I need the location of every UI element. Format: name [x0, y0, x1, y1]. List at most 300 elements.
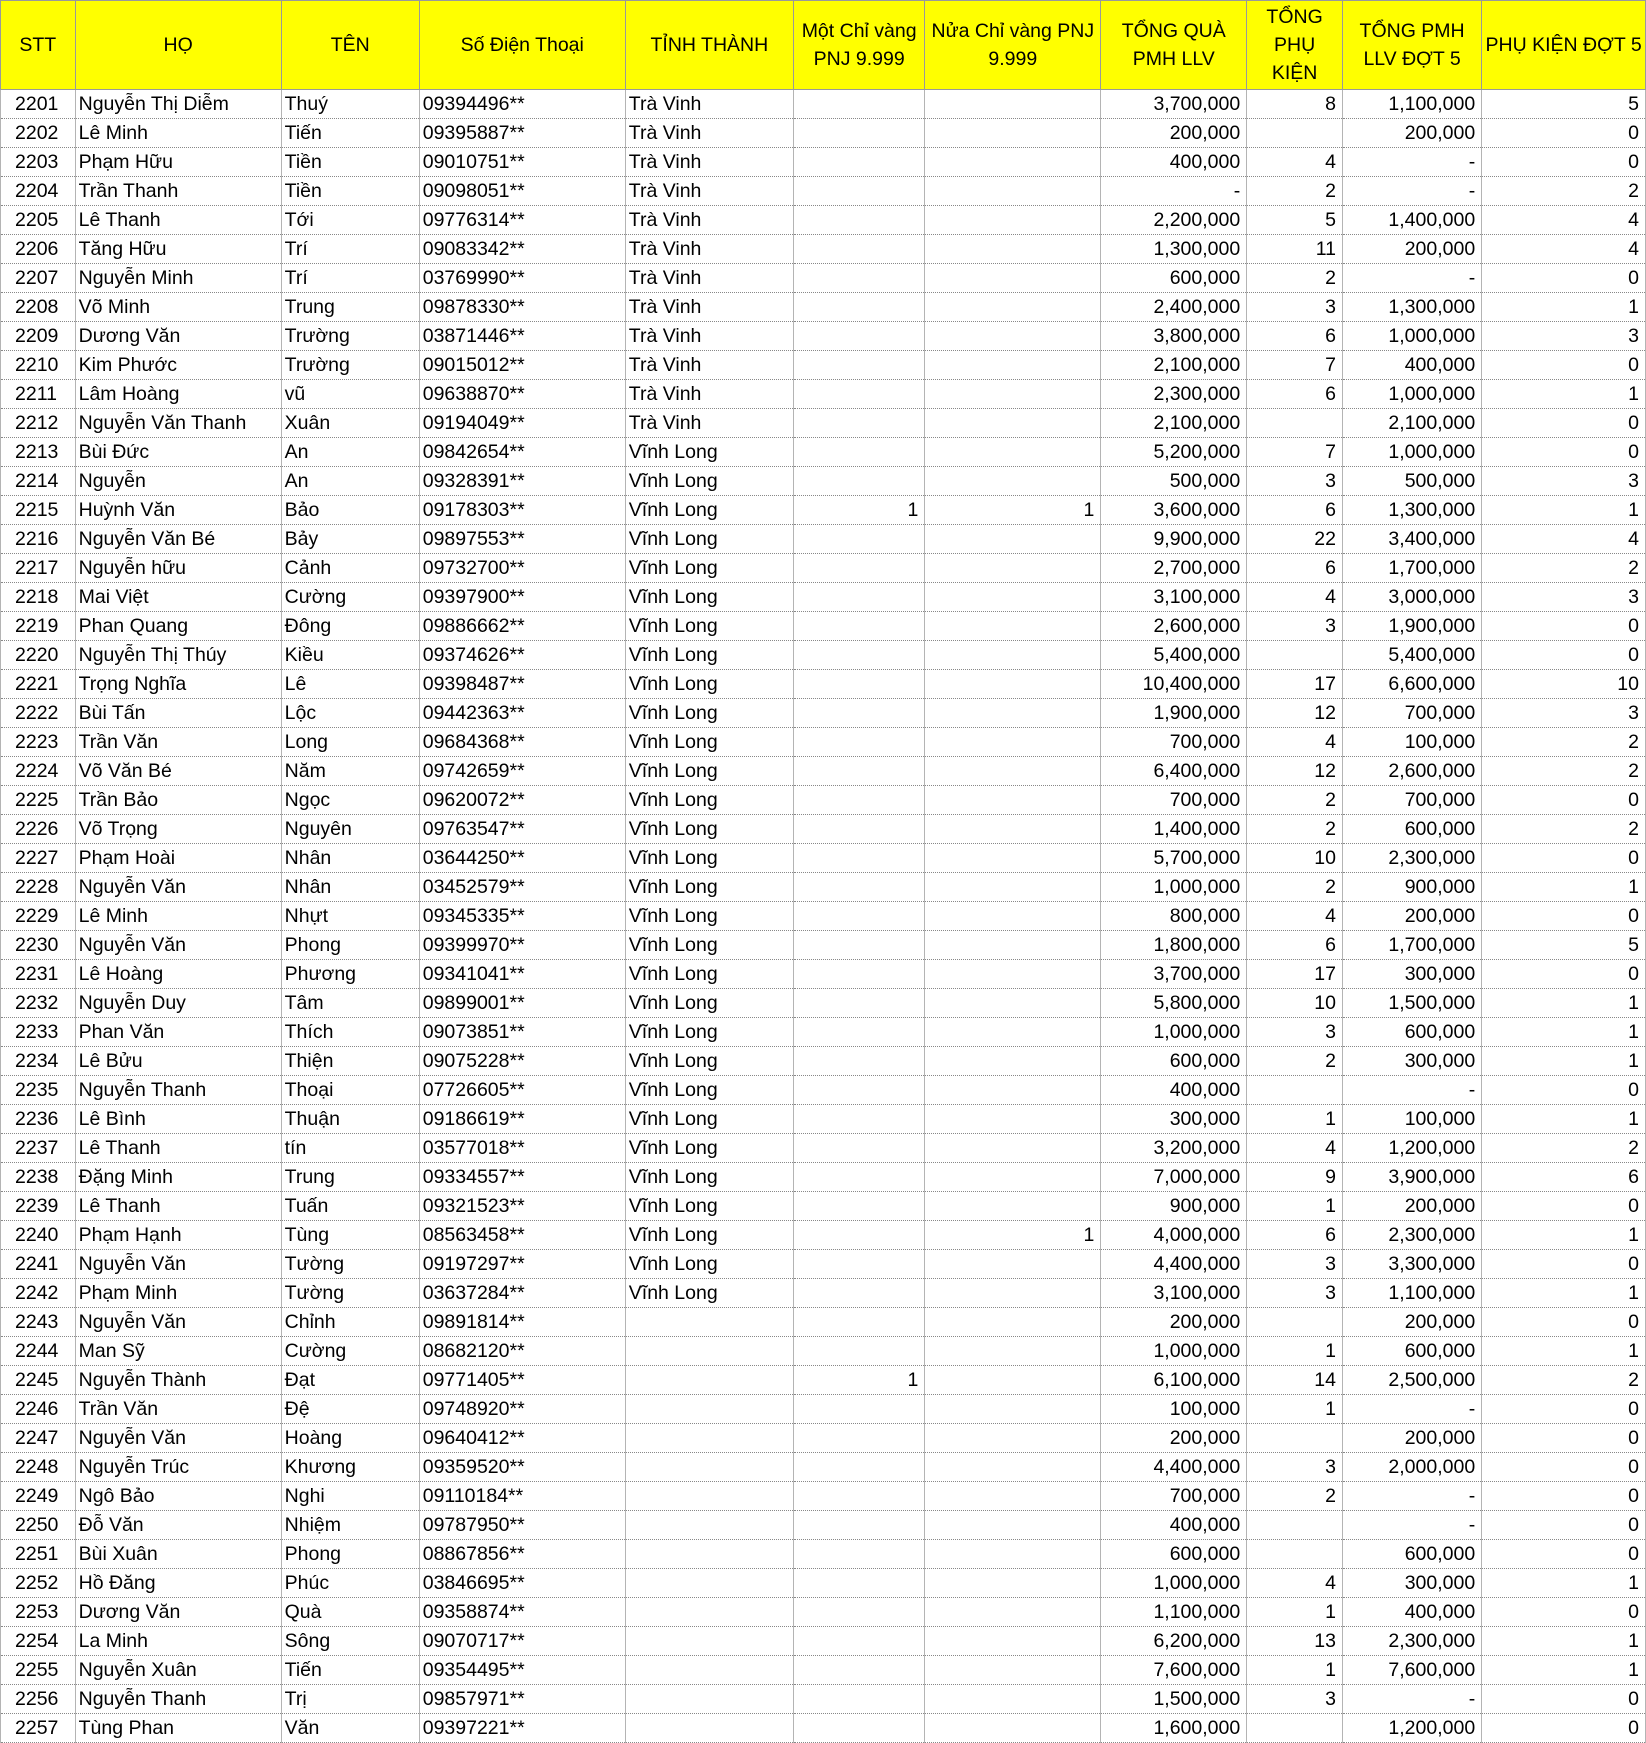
cell-phone[interactable]: 07726605**	[419, 1076, 625, 1105]
cell-one-gold[interactable]	[793, 1105, 924, 1134]
cell-total-accessories[interactable]: 5	[1247, 206, 1343, 235]
cell-phone[interactable]: 09345335**	[419, 902, 625, 931]
cell-ho[interactable]: Nguyễn Văn	[75, 1250, 281, 1279]
cell-total-accessories[interactable]	[1247, 641, 1343, 670]
cell-total-accessories[interactable]: 14	[1247, 1366, 1343, 1395]
cell-ho[interactable]: Võ Minh	[75, 293, 281, 322]
cell-province[interactable]: Vĩnh Long	[625, 467, 793, 496]
cell-one-gold[interactable]	[793, 1221, 924, 1250]
cell-accessories-round5[interactable]: 0	[1482, 1424, 1646, 1453]
cell-accessories-round5[interactable]: 5	[1482, 931, 1646, 960]
cell-one-gold[interactable]	[793, 206, 924, 235]
cell-province[interactable]: Vĩnh Long	[625, 931, 793, 960]
cell-phone[interactable]: 09891814**	[419, 1308, 625, 1337]
cell-one-gold[interactable]	[793, 902, 924, 931]
cell-half-gold[interactable]	[925, 235, 1101, 264]
cell-total-accessories[interactable]: 9	[1247, 1163, 1343, 1192]
cell-phone[interactable]: 03846695**	[419, 1569, 625, 1598]
cell-one-gold[interactable]	[793, 583, 924, 612]
cell-ten[interactable]: Tiến	[281, 1656, 419, 1685]
cell-total-pmh-round5[interactable]: 1,000,000	[1342, 380, 1481, 409]
cell-total-accessories[interactable]: 2	[1247, 1482, 1343, 1511]
cell-province[interactable]: Trà Vinh	[625, 177, 793, 206]
cell-accessories-round5[interactable]: 10	[1482, 670, 1646, 699]
cell-ho[interactable]: Kim Phước	[75, 351, 281, 380]
cell-total-gift[interactable]: 9,900,000	[1101, 525, 1247, 554]
cell-half-gold[interactable]	[925, 786, 1101, 815]
cell-stt[interactable]: 2249	[1, 1482, 76, 1511]
cell-stt[interactable]: 2244	[1, 1337, 76, 1366]
cell-province[interactable]: Vĩnh Long	[625, 1221, 793, 1250]
cell-province[interactable]	[625, 1569, 793, 1598]
cell-half-gold[interactable]	[925, 960, 1101, 989]
cell-ho[interactable]: Nguyễn Văn	[75, 1308, 281, 1337]
cell-ho[interactable]: Nguyễn Xuân	[75, 1656, 281, 1685]
cell-one-gold[interactable]	[793, 989, 924, 1018]
cell-total-accessories[interactable]: 1	[1247, 1395, 1343, 1424]
cell-one-gold[interactable]	[793, 380, 924, 409]
cell-total-pmh-round5[interactable]: 600,000	[1342, 1337, 1481, 1366]
cell-total-accessories[interactable]: 4	[1247, 583, 1343, 612]
cell-half-gold[interactable]	[925, 148, 1101, 177]
cell-accessories-round5[interactable]: 2	[1482, 728, 1646, 757]
cell-ho[interactable]: Nguyễn hữu	[75, 554, 281, 583]
cell-phone[interactable]: 09394496**	[419, 90, 625, 119]
cell-total-accessories[interactable]: 12	[1247, 757, 1343, 786]
cell-total-gift[interactable]: 600,000	[1101, 1540, 1247, 1569]
cell-phone[interactable]: 09073851**	[419, 1018, 625, 1047]
cell-total-gift[interactable]: 2,100,000	[1101, 409, 1247, 438]
cell-ten[interactable]: Xuân	[281, 409, 419, 438]
cell-stt[interactable]: 2219	[1, 612, 76, 641]
cell-one-gold[interactable]	[793, 322, 924, 351]
cell-province[interactable]	[625, 1685, 793, 1714]
cell-total-gift[interactable]: 10,400,000	[1101, 670, 1247, 699]
cell-half-gold[interactable]	[925, 1134, 1101, 1163]
cell-phone[interactable]: 09397900**	[419, 583, 625, 612]
cell-one-gold[interactable]	[793, 757, 924, 786]
cell-one-gold[interactable]	[793, 1424, 924, 1453]
cell-province[interactable]: Vĩnh Long	[625, 786, 793, 815]
cell-stt[interactable]: 2207	[1, 264, 76, 293]
cell-ten[interactable]: Tới	[281, 206, 419, 235]
cell-half-gold[interactable]	[925, 1163, 1101, 1192]
cell-total-pmh-round5[interactable]: 3,000,000	[1342, 583, 1481, 612]
cell-phone[interactable]: 09899001**	[419, 989, 625, 1018]
cell-province[interactable]: Trà Vinh	[625, 409, 793, 438]
cell-half-gold[interactable]	[925, 1685, 1101, 1714]
cell-ho[interactable]: Nguyễn Duy	[75, 989, 281, 1018]
cell-ho[interactable]: Bùi Đức	[75, 438, 281, 467]
cell-total-accessories[interactable]: 7	[1247, 438, 1343, 467]
cell-stt[interactable]: 2256	[1, 1685, 76, 1714]
cell-ten[interactable]: Nhựt	[281, 902, 419, 931]
cell-total-gift[interactable]: 700,000	[1101, 1482, 1247, 1511]
cell-total-pmh-round5[interactable]: 200,000	[1342, 119, 1481, 148]
cell-ten[interactable]: An	[281, 438, 419, 467]
cell-total-gift[interactable]: 1,500,000	[1101, 1685, 1247, 1714]
cell-half-gold[interactable]	[925, 438, 1101, 467]
cell-stt[interactable]: 2217	[1, 554, 76, 583]
cell-stt[interactable]: 2238	[1, 1163, 76, 1192]
cell-province[interactable]: Trà Vinh	[625, 380, 793, 409]
cell-half-gold[interactable]	[925, 931, 1101, 960]
cell-ten[interactable]: Nhân	[281, 844, 419, 873]
cell-phone[interactable]: 03644250**	[419, 844, 625, 873]
cell-total-accessories[interactable]: 2	[1247, 786, 1343, 815]
cell-ho[interactable]: Nguyễn Văn Thanh	[75, 409, 281, 438]
cell-ho[interactable]: Dương Văn	[75, 322, 281, 351]
cell-province[interactable]: Vĩnh Long	[625, 1279, 793, 1308]
cell-province[interactable]: Vĩnh Long	[625, 757, 793, 786]
cell-province[interactable]: Trà Vinh	[625, 293, 793, 322]
header-half-gold[interactable]: Nửa Chỉ vàng PNJ 9.999	[925, 1, 1101, 90]
cell-ho[interactable]: Lê Thanh	[75, 206, 281, 235]
cell-accessories-round5[interactable]: 2	[1482, 177, 1646, 206]
cell-province[interactable]: Vĩnh Long	[625, 902, 793, 931]
cell-phone[interactable]: 09358874**	[419, 1598, 625, 1627]
cell-stt[interactable]: 2252	[1, 1569, 76, 1598]
cell-total-accessories[interactable]: 3	[1247, 1685, 1343, 1714]
cell-stt[interactable]: 2213	[1, 438, 76, 467]
cell-stt[interactable]: 2216	[1, 525, 76, 554]
cell-province[interactable]: Vĩnh Long	[625, 554, 793, 583]
cell-phone[interactable]: 09359520**	[419, 1453, 625, 1482]
cell-total-accessories[interactable]: 4	[1247, 148, 1343, 177]
cell-phone[interactable]: 09684368**	[419, 728, 625, 757]
cell-ho[interactable]: Lê Hoàng	[75, 960, 281, 989]
cell-ho[interactable]: Trần Thanh	[75, 177, 281, 206]
cell-total-accessories[interactable]: 1	[1247, 1656, 1343, 1685]
cell-ho[interactable]: Lê Minh	[75, 902, 281, 931]
cell-phone[interactable]: 09771405**	[419, 1366, 625, 1395]
cell-half-gold[interactable]	[925, 1047, 1101, 1076]
cell-phone[interactable]: 09897553**	[419, 525, 625, 554]
cell-total-pmh-round5[interactable]: 5,400,000	[1342, 641, 1481, 670]
cell-ho[interactable]: Trần Văn	[75, 728, 281, 757]
cell-ten[interactable]: Đông	[281, 612, 419, 641]
cell-ten[interactable]: Tiền	[281, 148, 419, 177]
cell-stt[interactable]: 2245	[1, 1366, 76, 1395]
cell-half-gold[interactable]	[925, 670, 1101, 699]
cell-accessories-round5[interactable]: 2	[1482, 757, 1646, 786]
cell-total-accessories[interactable]: 3	[1247, 1453, 1343, 1482]
cell-half-gold[interactable]	[925, 467, 1101, 496]
cell-total-accessories[interactable]: 22	[1247, 525, 1343, 554]
cell-total-accessories[interactable]: 4	[1247, 902, 1343, 931]
cell-ten[interactable]: Phương	[281, 960, 419, 989]
cell-total-accessories[interactable]	[1247, 119, 1343, 148]
cell-accessories-round5[interactable]: 4	[1482, 525, 1646, 554]
cell-total-gift[interactable]: 2,400,000	[1101, 293, 1247, 322]
cell-one-gold[interactable]	[793, 554, 924, 583]
cell-total-pmh-round5[interactable]: -	[1342, 1685, 1481, 1714]
cell-phone[interactable]: 09010751**	[419, 148, 625, 177]
cell-stt[interactable]: 2250	[1, 1511, 76, 1540]
cell-total-gift[interactable]: 1,100,000	[1101, 1598, 1247, 1627]
cell-ho[interactable]: Đặng Minh	[75, 1163, 281, 1192]
cell-ten[interactable]: Trí	[281, 264, 419, 293]
cell-half-gold[interactable]	[925, 1395, 1101, 1424]
cell-ho[interactable]: Lê Bình	[75, 1105, 281, 1134]
cell-half-gold[interactable]: 1	[925, 496, 1101, 525]
cell-stt[interactable]: 2235	[1, 1076, 76, 1105]
cell-ho[interactable]: Nguyễn Thị Diễm	[75, 90, 281, 119]
cell-accessories-round5[interactable]: 1	[1482, 1279, 1646, 1308]
cell-accessories-round5[interactable]: 0	[1482, 119, 1646, 148]
cell-province[interactable]: Vĩnh Long	[625, 728, 793, 757]
cell-ho[interactable]: Phạm Minh	[75, 1279, 281, 1308]
cell-ho[interactable]: Bùi Tấn	[75, 699, 281, 728]
cell-ho[interactable]: Võ Trọng	[75, 815, 281, 844]
cell-ten[interactable]: Thuận	[281, 1105, 419, 1134]
cell-phone[interactable]: 09638870**	[419, 380, 625, 409]
cell-province[interactable]	[625, 1308, 793, 1337]
cell-half-gold[interactable]	[925, 1424, 1101, 1453]
cell-province[interactable]: Vĩnh Long	[625, 1163, 793, 1192]
cell-half-gold[interactable]	[925, 1105, 1101, 1134]
cell-half-gold[interactable]	[925, 1569, 1101, 1598]
cell-ten[interactable]: Tường	[281, 1279, 419, 1308]
cell-total-gift[interactable]: 1,000,000	[1101, 1018, 1247, 1047]
cell-stt[interactable]: 2246	[1, 1395, 76, 1424]
cell-total-gift[interactable]: 3,700,000	[1101, 960, 1247, 989]
cell-phone[interactable]: 09398487**	[419, 670, 625, 699]
cell-total-pmh-round5[interactable]: 200,000	[1342, 235, 1481, 264]
cell-total-pmh-round5[interactable]: 200,000	[1342, 902, 1481, 931]
cell-stt[interactable]: 2202	[1, 119, 76, 148]
cell-one-gold[interactable]	[793, 786, 924, 815]
cell-ten[interactable]: Tâm	[281, 989, 419, 1018]
cell-province[interactable]	[625, 1395, 793, 1424]
cell-one-gold[interactable]	[793, 1076, 924, 1105]
cell-total-pmh-round5[interactable]: 500,000	[1342, 467, 1481, 496]
cell-ho[interactable]: Nguyễn Văn	[75, 873, 281, 902]
cell-province[interactable]: Vĩnh Long	[625, 525, 793, 554]
cell-accessories-round5[interactable]: 0	[1482, 1395, 1646, 1424]
cell-accessories-round5[interactable]: 1	[1482, 1018, 1646, 1047]
cell-one-gold[interactable]	[793, 119, 924, 148]
cell-total-gift[interactable]: 700,000	[1101, 728, 1247, 757]
cell-accessories-round5[interactable]: 3	[1482, 467, 1646, 496]
cell-phone[interactable]: 09776314**	[419, 206, 625, 235]
cell-stt[interactable]: 2229	[1, 902, 76, 931]
cell-accessories-round5[interactable]: 1	[1482, 1337, 1646, 1366]
cell-ho[interactable]: Đỗ Văn	[75, 1511, 281, 1540]
cell-province[interactable]	[625, 1598, 793, 1627]
cell-phone[interactable]: 09110184**	[419, 1482, 625, 1511]
cell-total-pmh-round5[interactable]: -	[1342, 1076, 1481, 1105]
cell-accessories-round5[interactable]: 5	[1482, 90, 1646, 119]
cell-total-gift[interactable]: 3,100,000	[1101, 583, 1247, 612]
cell-phone[interactable]: 03871446**	[419, 322, 625, 351]
cell-total-pmh-round5[interactable]: 2,300,000	[1342, 1221, 1481, 1250]
cell-stt[interactable]: 2203	[1, 148, 76, 177]
cell-total-accessories[interactable]: 7	[1247, 351, 1343, 380]
cell-ten[interactable]: Thiện	[281, 1047, 419, 1076]
cell-one-gold[interactable]	[793, 728, 924, 757]
cell-ho[interactable]: La Minh	[75, 1627, 281, 1656]
cell-phone[interactable]: 09395887**	[419, 119, 625, 148]
cell-total-accessories[interactable]: 6	[1247, 380, 1343, 409]
cell-one-gold[interactable]	[793, 1018, 924, 1047]
cell-total-gift[interactable]: 2,200,000	[1101, 206, 1247, 235]
cell-total-accessories[interactable]: 12	[1247, 699, 1343, 728]
cell-stt[interactable]: 2205	[1, 206, 76, 235]
cell-one-gold[interactable]	[793, 1279, 924, 1308]
cell-total-accessories[interactable]: 2	[1247, 1047, 1343, 1076]
cell-stt[interactable]: 2255	[1, 1656, 76, 1685]
cell-total-accessories[interactable]: 3	[1247, 1279, 1343, 1308]
cell-total-gift[interactable]: 200,000	[1101, 119, 1247, 148]
cell-stt[interactable]: 2224	[1, 757, 76, 786]
cell-total-gift[interactable]: 3,100,000	[1101, 1279, 1247, 1308]
cell-total-pmh-round5[interactable]: 1,700,000	[1342, 931, 1481, 960]
cell-total-pmh-round5[interactable]: 2,100,000	[1342, 409, 1481, 438]
cell-total-pmh-round5[interactable]: 7,600,000	[1342, 1656, 1481, 1685]
cell-province[interactable]	[625, 1424, 793, 1453]
cell-province[interactable]: Vĩnh Long	[625, 1076, 793, 1105]
cell-province[interactable]: Vĩnh Long	[625, 1134, 793, 1163]
cell-total-accessories[interactable]: 1	[1247, 1105, 1343, 1134]
header-total-pmh-round5[interactable]: TỔNG PMH LLV ĐỢT 5	[1342, 1, 1481, 90]
cell-one-gold[interactable]	[793, 1627, 924, 1656]
cell-province[interactable]	[625, 1656, 793, 1685]
cell-accessories-round5[interactable]: 0	[1482, 438, 1646, 467]
cell-stt[interactable]: 2243	[1, 1308, 76, 1337]
cell-phone[interactable]: 03637284**	[419, 1279, 625, 1308]
cell-ho[interactable]: Nguyễn Trúc	[75, 1453, 281, 1482]
cell-total-pmh-round5[interactable]: 1,000,000	[1342, 438, 1481, 467]
cell-total-accessories[interactable]: 13	[1247, 1627, 1343, 1656]
cell-ho[interactable]: Lê Thanh	[75, 1192, 281, 1221]
cell-accessories-round5[interactable]: 0	[1482, 1453, 1646, 1482]
cell-phone[interactable]: 09321523**	[419, 1192, 625, 1221]
cell-stt[interactable]: 2209	[1, 322, 76, 351]
cell-accessories-round5[interactable]: 3	[1482, 583, 1646, 612]
cell-total-accessories[interactable]: 6	[1247, 931, 1343, 960]
cell-one-gold[interactable]	[793, 699, 924, 728]
cell-half-gold[interactable]	[925, 1308, 1101, 1337]
cell-ho[interactable]: Hồ Đăng	[75, 1569, 281, 1598]
cell-stt[interactable]: 2201	[1, 90, 76, 119]
cell-total-pmh-round5[interactable]: -	[1342, 1511, 1481, 1540]
cell-phone[interactable]: 09397221**	[419, 1714, 625, 1743]
cell-total-gift[interactable]: 4,000,000	[1101, 1221, 1247, 1250]
cell-province[interactable]: Trà Vinh	[625, 90, 793, 119]
cell-one-gold[interactable]	[793, 1569, 924, 1598]
cell-one-gold[interactable]: 1	[793, 496, 924, 525]
cell-stt[interactable]: 2204	[1, 177, 76, 206]
cell-total-pmh-round5[interactable]: 1,200,000	[1342, 1134, 1481, 1163]
cell-stt[interactable]: 2220	[1, 641, 76, 670]
cell-total-accessories[interactable]: 1	[1247, 1337, 1343, 1366]
cell-stt[interactable]: 2247	[1, 1424, 76, 1453]
cell-half-gold[interactable]	[925, 1337, 1101, 1366]
cell-total-gift[interactable]: 1,300,000	[1101, 235, 1247, 264]
cell-accessories-round5[interactable]: 1	[1482, 496, 1646, 525]
header-accessories-round5[interactable]: PHỤ KIỆN ĐỢT 5	[1482, 1, 1646, 90]
cell-accessories-round5[interactable]: 2	[1482, 554, 1646, 583]
cell-total-pmh-round5[interactable]: 1,100,000	[1342, 1279, 1481, 1308]
cell-phone[interactable]: 09886662**	[419, 612, 625, 641]
cell-total-gift[interactable]: 5,700,000	[1101, 844, 1247, 873]
cell-phone[interactable]: 03769990**	[419, 264, 625, 293]
cell-ho[interactable]: Phan Quang	[75, 612, 281, 641]
cell-total-accessories[interactable]: 17	[1247, 960, 1343, 989]
cell-total-gift[interactable]: 200,000	[1101, 1424, 1247, 1453]
cell-half-gold[interactable]	[925, 322, 1101, 351]
cell-half-gold[interactable]	[925, 1453, 1101, 1482]
cell-ten[interactable]: Trung	[281, 1163, 419, 1192]
cell-ho[interactable]: Phạm Hoài	[75, 844, 281, 873]
cell-total-pmh-round5[interactable]: 1,300,000	[1342, 293, 1481, 322]
cell-total-gift[interactable]: -	[1101, 177, 1247, 206]
cell-ten[interactable]: Trung	[281, 293, 419, 322]
cell-accessories-round5[interactable]: 0	[1482, 1714, 1646, 1743]
cell-province[interactable]: Vĩnh Long	[625, 1250, 793, 1279]
cell-province[interactable]: Vĩnh Long	[625, 1018, 793, 1047]
cell-total-pmh-round5[interactable]: 2,300,000	[1342, 844, 1481, 873]
cell-total-accessories[interactable]: 4	[1247, 728, 1343, 757]
cell-ten[interactable]: Lộc	[281, 699, 419, 728]
cell-accessories-round5[interactable]: 0	[1482, 1250, 1646, 1279]
cell-total-accessories[interactable]: 2	[1247, 264, 1343, 293]
cell-half-gold[interactable]	[925, 873, 1101, 902]
cell-total-pmh-round5[interactable]: 1,300,000	[1342, 496, 1481, 525]
cell-half-gold[interactable]	[925, 293, 1101, 322]
cell-accessories-round5[interactable]: 4	[1482, 206, 1646, 235]
cell-stt[interactable]: 2248	[1, 1453, 76, 1482]
cell-ten[interactable]: Thích	[281, 1018, 419, 1047]
cell-province[interactable]: Trà Vinh	[625, 119, 793, 148]
cell-half-gold[interactable]	[925, 380, 1101, 409]
cell-one-gold[interactable]	[793, 1598, 924, 1627]
header-province[interactable]: TỈNH THÀNH	[625, 1, 793, 90]
cell-phone[interactable]: 09399970**	[419, 931, 625, 960]
cell-accessories-round5[interactable]: 0	[1482, 148, 1646, 177]
cell-one-gold[interactable]	[793, 844, 924, 873]
cell-half-gold[interactable]	[925, 641, 1101, 670]
cell-accessories-round5[interactable]: 1	[1482, 1105, 1646, 1134]
cell-ten[interactable]: Phong	[281, 931, 419, 960]
cell-ho[interactable]: Lê Bửu	[75, 1047, 281, 1076]
cell-ten[interactable]: Nhiệm	[281, 1511, 419, 1540]
cell-province[interactable]: Vĩnh Long	[625, 815, 793, 844]
cell-stt[interactable]: 2211	[1, 380, 76, 409]
cell-phone[interactable]: 09857971**	[419, 1685, 625, 1714]
cell-accessories-round5[interactable]: 2	[1482, 815, 1646, 844]
cell-total-pmh-round5[interactable]: 700,000	[1342, 786, 1481, 815]
cell-ho[interactable]: Lê Minh	[75, 119, 281, 148]
cell-total-accessories[interactable]: 11	[1247, 235, 1343, 264]
cell-half-gold[interactable]	[925, 1482, 1101, 1511]
header-stt[interactable]: STT	[1, 1, 76, 90]
cell-half-gold[interactable]	[925, 699, 1101, 728]
cell-accessories-round5[interactable]: 1	[1482, 380, 1646, 409]
cell-ho[interactable]: Nguyễn Thị Thúy	[75, 641, 281, 670]
cell-total-pmh-round5[interactable]: 2,600,000	[1342, 757, 1481, 786]
cell-total-gift[interactable]: 600,000	[1101, 264, 1247, 293]
cell-stt[interactable]: 2240	[1, 1221, 76, 1250]
cell-one-gold[interactable]	[793, 1482, 924, 1511]
cell-total-gift[interactable]: 6,400,000	[1101, 757, 1247, 786]
cell-half-gold[interactable]	[925, 119, 1101, 148]
cell-one-gold[interactable]	[793, 1511, 924, 1540]
cell-total-pmh-round5[interactable]: 100,000	[1342, 1105, 1481, 1134]
cell-phone[interactable]: 09178303**	[419, 496, 625, 525]
cell-phone[interactable]: 09194049**	[419, 409, 625, 438]
